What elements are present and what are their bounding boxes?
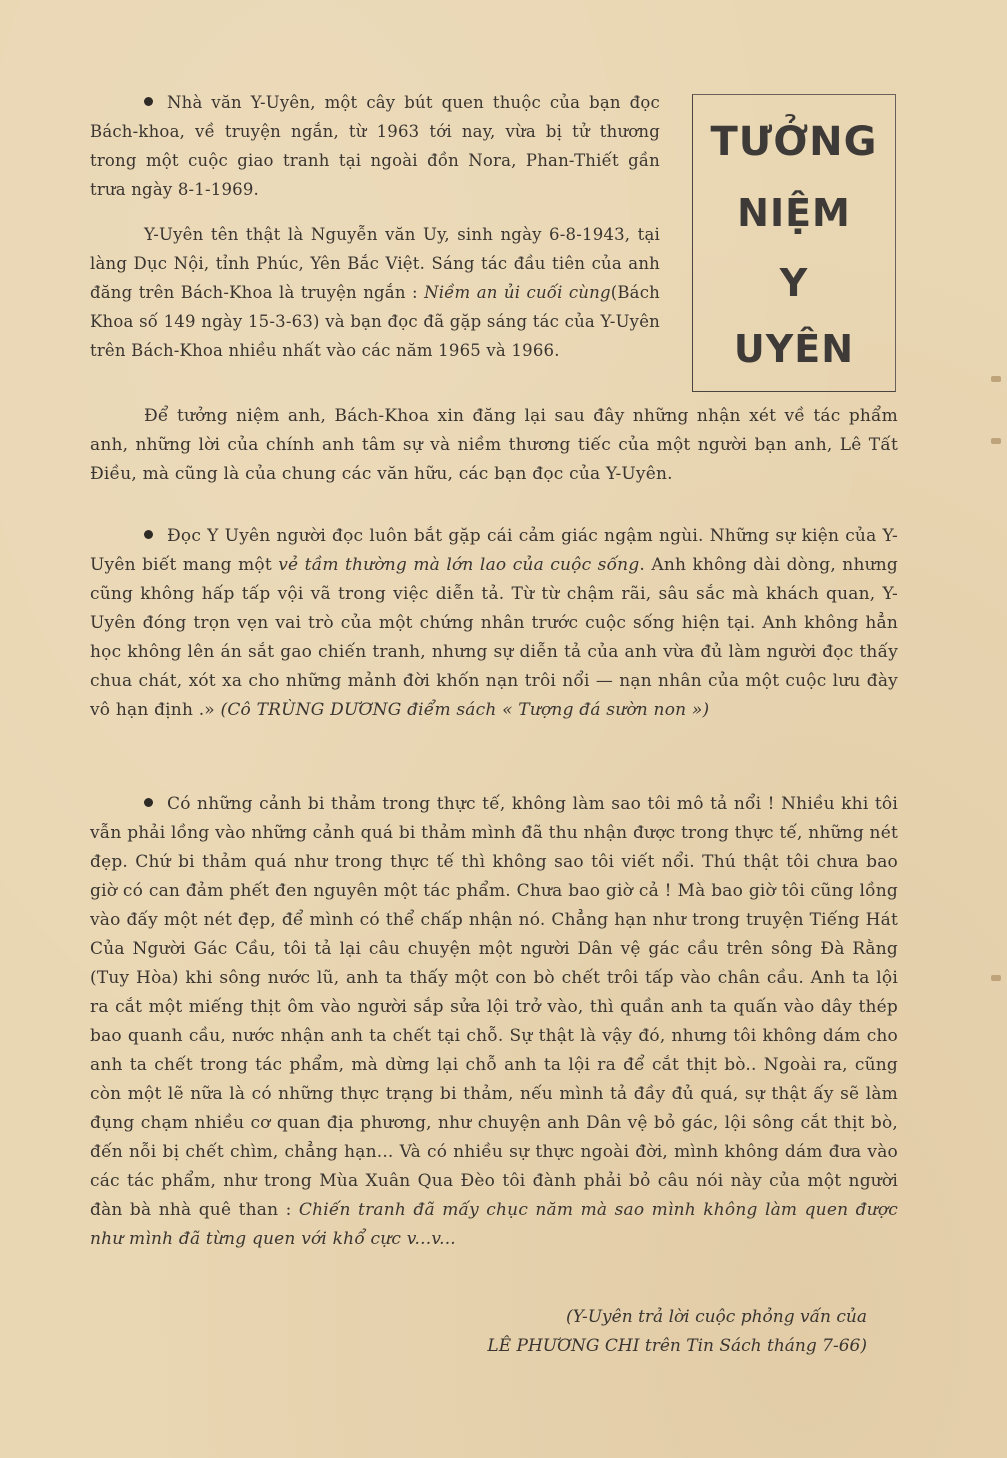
bullet-dot-icon: [144, 97, 153, 106]
memorial-paragraph: Để tưởng niệm anh, Bách-Khoa xin đăng lại sau đây những nhận xét về tác phẩm anh, những lời của chính anh tâm sự và niềm thương tiếc của một người bạn anh, Lê Tất Điều, mà cũng là của chung các văn hữu, các bạn đọc của Y-Uyên.: [90, 406, 898, 484]
attribution-line-2: LÊ PHƯƠNG CHI trên Tin Sách tháng 7-66): [487, 1336, 867, 1356]
review-source: (Cô TRÙNG DƯƠNG điểm sách « Tượng đá sườn non »): [220, 700, 710, 720]
title-line-1: TƯỞNG: [710, 119, 878, 165]
review-paragraph: Đọc Y Uyên người đọc luôn bắt gặp cái cảm giác ngậm ngùi. Những sự kiện của Y-Uyên biết mang một vẻ tầm thường mà lớn lao của cuộc sống. Anh không dài dòng, nhưng cũng không hấp tấp vội vã trong việc diễn tả. Từ từ chậm rãi, sâu sắc mà khách quan, Y-Uyên đóng trọn vẹn vai trò của một chứng nhân trước cuộc sống hiện tại. Anh không hẳn học không lên án sắt gao chiến tranh, nhưng sự diễn tả của anh vừa đủ làm người đọc thấy chua chát, xót xa cho những mảnh đời khốn nạn trôi nổi — nạn nhân của một cuộc lưu đày vô hạn định .» (Cô TRÙNG DƯƠNG điểm sách « Tượng đá sườn non »): [90, 526, 898, 720]
interview-attribution: [367, 1303, 867, 1361]
intro-paragraph-1: Nhà văn Y-Uyên, một cây bút quen thuộc của bạn đọc Bách-khoa, về truyện ngắn, từ 1963 tới nay, vừa bị tử thương trong một cuộc giao tranh tại ngoài đồn Nora, Phan-Thiết gần trưa ngày 8-1-1969.: [90, 93, 660, 199]
page-edge-mark: [991, 975, 1001, 981]
title-line-3: Y: [779, 261, 809, 305]
bullet-dot-icon: [144, 798, 153, 807]
interview-quote: [90, 790, 898, 1254]
title-line-2: NIỆM: [737, 191, 851, 235]
memorial-note: [90, 402, 898, 489]
bullet-dot-icon: [144, 530, 153, 539]
page-edge-mark: [991, 438, 1001, 444]
title-box: [692, 94, 896, 392]
attribution-line-1: (Y-Uyên trả lời cuộc phỏng vấn của: [566, 1307, 867, 1327]
interview-paragraph: Có những cảnh bi thảm trong thực tế, không làm sao tôi mô tả nổi ! Nhiều khi tôi vẫn phải lồng vào những cảnh quá bi thảm mình đã thu nhận được trong thực tế, những nét đẹp. Chứ bi thảm quá như trong thực tế thì không sao tôi viết nổi. Thú thật tôi chưa bao giờ có can đảm phết đen nguyên một tác phẩm. Chưa bao giờ cả ! Mà bao giờ tôi cũng lồng vào đấy một nét đẹp, để mình có thể chấp nhận nó. Chẳng hạn như trong truyện Tiếng Hát Của Người Gác Cầu, tôi tả lại câu chuyện một người Dân vệ gác cầu trên sông Đà Rằng (Tuy Hòa) khi sông nước lũ, anh ta thấy một con bò chết trôi tấp vào chân cầu. Anh ta lội ra cắt một miếng thịt ôm vào người sắp sửa lội trở vào, thì quần anh ta quấn vào dây thép bao quanh cầu, nước nhận anh ta chết tại chỗ. Sự thật là vậy đó, nhưng tôi không dám cho anh ta chết trong tác phẩm, mà dừng lại chỗ anh ta lội ra để cắt thịt bò.. Ngoài ra, cũng còn một lẽ nữa là có những thực trạng bi thảm, nếu mình tả đầy đủ quá, sự thật ấy sẽ làm đụng chạm nhiều cơ quan địa phương, như chuyện anh Dân vệ bỏ gác, lội sông cắt thịt bò, đến nỗi bị chết chìm, chẳng hạn... Và có nhiều sự thực ngoài đời, mình không dám đưa vào các tác phẩm, như trong Mùa Xuân Qua Đèo tôi đành phải bỏ câu nói này của một người đàn bà nhà quê than : Chiến tranh đã mấy chục năm mà sao mình không làm quen được như mình đã từng quen với khổ cực v...v...: [90, 794, 898, 1249]
intro-text: [90, 88, 660, 365]
review-quote: [90, 522, 898, 725]
title-line-4: UYÊN: [733, 327, 855, 371]
page-edge-mark: [991, 376, 1001, 382]
story-title: Niềm an ủi cuối cùng: [424, 283, 611, 302]
intro-paragraph-2: Y-Uyên tên thật là Nguyễn văn Uy, sinh ngày 6-8-1943, tại làng Dục Nội, tỉnh Phúc, Yên Bắc Việt. Sáng tác đầu tiên của anh đăng trên Bách-Khoa là truyện ngắn : Niềm an ủi cuối cùng(Bách Khoa số 149 ngày 15-3-63) và bạn đọc đã gặp sáng tác của Y-Uyên trên Bách-Khoa nhiều nhất vào các năm 1965 và 1966.: [90, 225, 660, 360]
